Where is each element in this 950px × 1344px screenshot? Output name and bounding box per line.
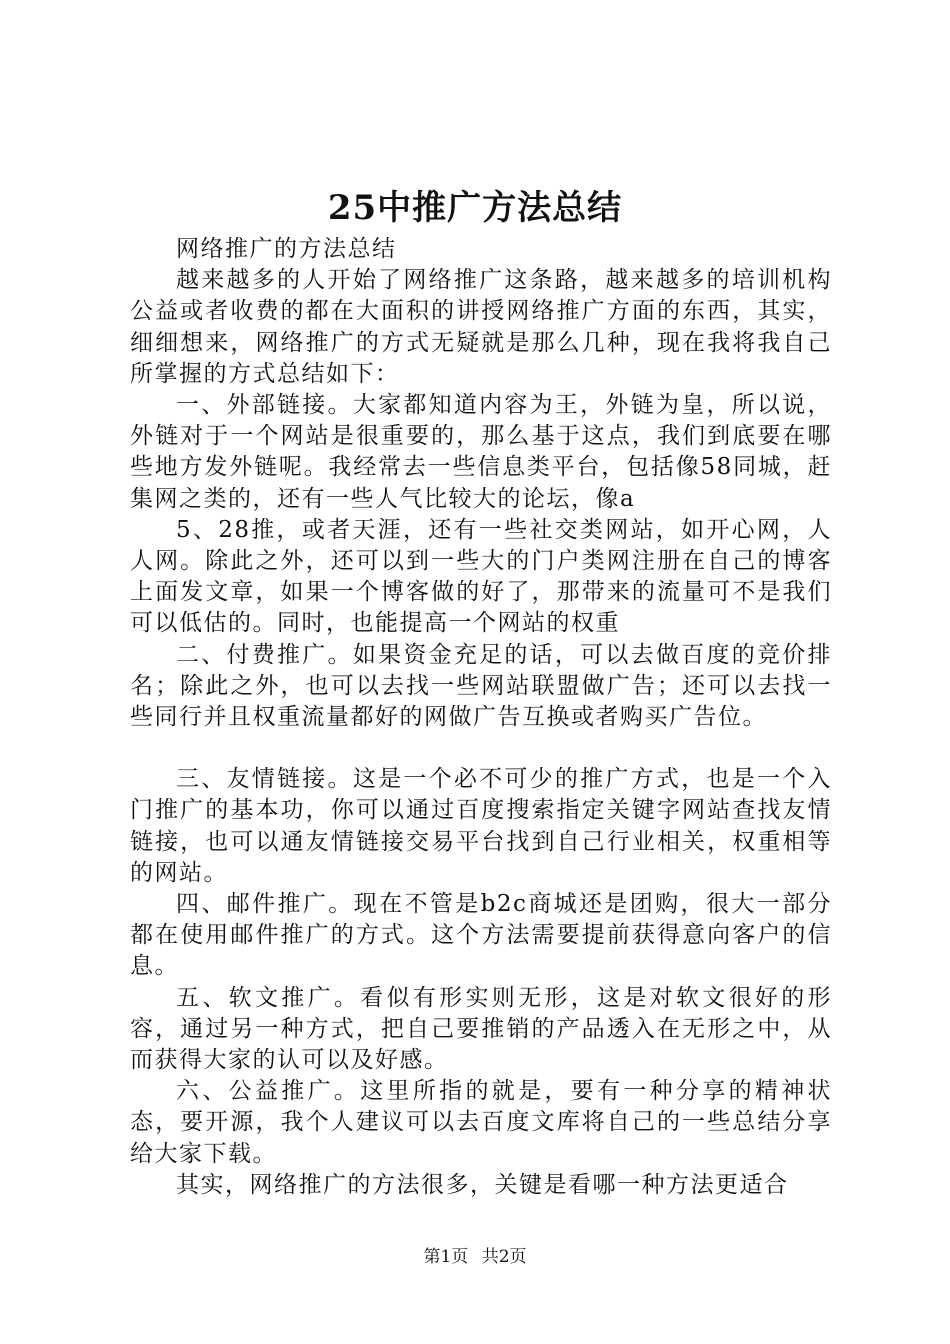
paragraph-spacer [130, 733, 832, 764]
page-total: 共2页 [481, 1247, 527, 1267]
paragraph-external-links: 一、外部链接。大家都知道内容为王，外链为皇，所以说，外链对于一个网站是很重要的，那么基于这点，我们到底要在哪些地方发外链呢。我经常去一些信息类平台，包括像58同城，赶集网之类的，还有一些人气比较大的论坛，像a [130, 392, 832, 512]
paragraph-email-promotion: 四、邮件推广。现在不管是b2c商城还是团购，很大一部分都在使用邮件推广的方式。这个方法需要提前获得意向客户的信息。 [130, 891, 832, 980]
paragraph-conclusion: 其实，网络推广的方法很多，关键是看哪一种方法更适合 [176, 1171, 789, 1198]
document-subtitle: 网络推广的方法总结 [176, 236, 397, 262]
page-number: 第1页 [423, 1247, 469, 1267]
paragraph-paid-promotion: 二、付费推广。如果资金充足的话，可以去做百度的竞价排名；除此之外，也可以去找一些网站联盟做广告；还可以去找一些同行并且权重流量都好的网做广告互换或者购买广告位。 [130, 641, 832, 731]
paragraph-friend-links: 三、友情链接。这是一个必不可少的推广方式，也是一个入门推广的基本功，你可以通过百度搜索指定关键字网站查找友情链接，也可以通友情链接交易平台找到自己行业相关，权重相等的网站。 [130, 766, 832, 886]
paragraph-public-welfare: 六、公益推广。这里所指的就是，要有一种分享的精神状态，要开源，我个人建议可以去百度文库将自己的一些总结分享给大家下载。 [130, 1078, 832, 1167]
document-body [130, 234, 832, 1201]
paragraph-soft-article: 五、软文推广。看似有形实则无形，这是对软文很好的形容，通过另一种方式，把自己要推销的产品透入在无形之中，从而获得大家的认可以及好感。 [130, 984, 832, 1074]
paragraph-external-links-cont: 5、28推，或者天涯，还有一些社交类网站，如开心网，人人网。除此之外，还可以到一些大的门户类网注册在自己的博客上面发文章，如果一个博客做的好了，那带来的流量可不是我们可以低估的。同时，也能提高一个网站的权重 [130, 516, 832, 637]
page-footer [0, 1246, 950, 1268]
document-title: 25中推广方法总结 [327, 188, 623, 228]
paragraph-intro: 越来越多的人开始了网络推广这条路，越来越多的培训机构公益或者收费的都在大面积的讲授网络推广方面的东西，其实，细细想来，网络推广的方式无疑就是那么几种，现在我将我自己所掌握的方式总结如下： [130, 267, 832, 387]
